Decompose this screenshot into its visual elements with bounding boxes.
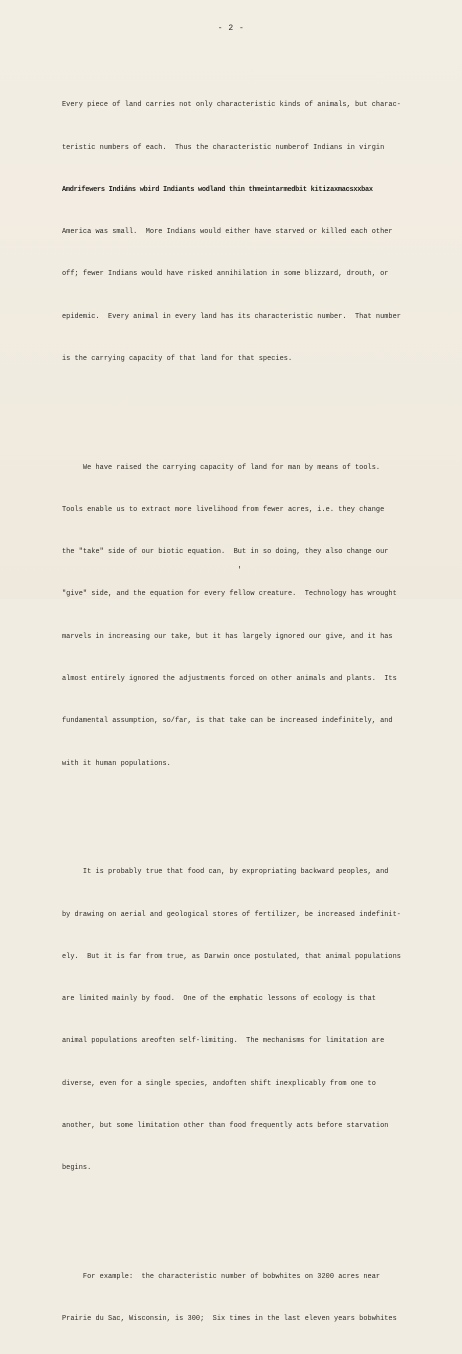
text-line: marvels in increasing our take, but it has largely ignored our give, and it has <box>62 632 393 641</box>
text-line: teristic numbers of each. Thus the characteristic numberof Indians in virgin <box>62 143 385 152</box>
text-line: For example: the characteristic number of bobwhites on 3200 acres near <box>62 1272 381 1281</box>
body-text <box>62 56 432 1354</box>
text-line: Tools enable us to extract more livelihood from fewer acres, i.e. they change <box>62 505 385 514</box>
text-line: begins. <box>62 1164 92 1173</box>
text-line: by drawing on aerial and geological stores of fertilizer, be increased indefinit- <box>62 910 401 919</box>
page-number: - 2 - <box>217 24 245 33</box>
text-line: another, but some limitation other than food frequently acts before starvation <box>62 1121 389 1130</box>
text-line: off; fewer Indians would have risked annihilation in some blizzard, drouth, or <box>62 270 389 279</box>
footer-mark: ' <box>237 566 242 575</box>
text-line: ely. But it is far from true, as Darwin once postulated, that animal populations <box>62 952 401 961</box>
struck-text-line: Amdrifewers Indiáns wbird Indiants wodland thin thmeintarmedbit kitizaxmacsxxbax <box>62 185 373 194</box>
text-line: diverse, even for a single species, andoften shift inexplicably from one to <box>62 1079 376 1088</box>
text-line: We have raised the carrying capacity of land for man by means of tools. <box>62 463 381 472</box>
text-line: are limited mainly by food. One of the emphatic lessons of ecology is that <box>62 995 376 1004</box>
paragraph-gap <box>62 1204 432 1214</box>
text-line: with it human populations. <box>62 759 171 768</box>
text-line: epidemic. Every animal in every land has its characteristic number. That number <box>62 312 401 321</box>
text-line: is the carrying capacity of that land for that species. <box>62 354 293 363</box>
paragraph-gap <box>62 799 432 809</box>
text-line: It is probably true that food can, by expropriating backward peoples, and <box>62 868 389 877</box>
paragraph-gap <box>62 394 432 404</box>
text-line: almost entirely ignored the adjustments forced on other animals and plants. Its <box>62 675 397 684</box>
text-line: the "take" side of our biotic equation. But in so doing, they also change our <box>62 548 389 557</box>
text-line: fundamental assumption, so/far, is that take can be increased indefinitely, and <box>62 717 393 726</box>
text-line: Every piece of land carries not only characteristic kinds of animals, but charac- <box>62 101 401 110</box>
text-line: America was small. More Indians would either have starved or killed each other <box>62 228 393 237</box>
text-line: "give" side, and the equation for every fellow creature. Technology has wrought <box>62 590 397 599</box>
text-line: Prairie du Sac, Wisconsin, is 300; Six times in the last eleven years bobwhites <box>62 1315 397 1324</box>
text-line: animal populations areoften self-limiting. The mechanisms for limitation are <box>62 1037 385 1046</box>
